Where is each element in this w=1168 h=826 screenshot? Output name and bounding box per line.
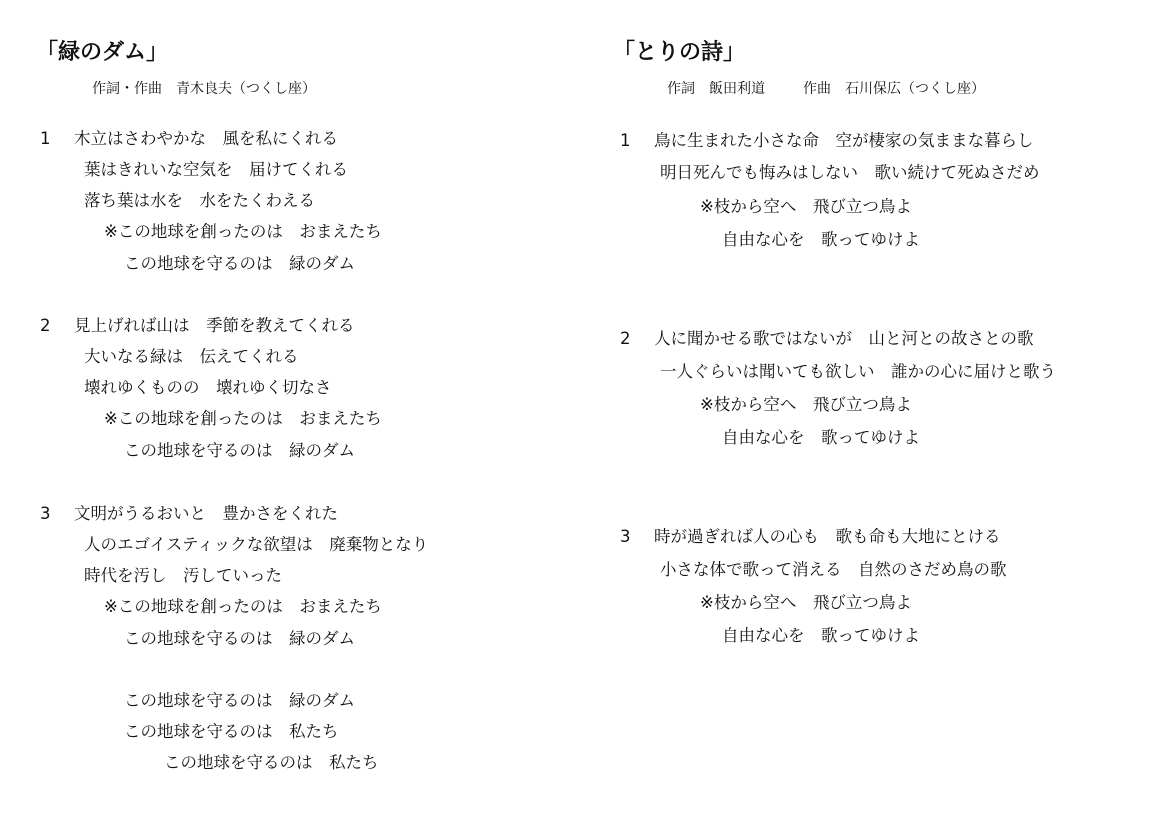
finale-line-3: この地球を守るのは 私たち — [164, 753, 379, 772]
verse-number: 1 — [40, 129, 51, 148]
song-credit — [667, 80, 985, 98]
verse-number: 1 — [620, 131, 631, 150]
verse-3-line-1: 3 文明がうるおいと 豊かさをくれた — [40, 504, 338, 523]
verse-2-chorus-1: ※枝から空へ 飛び立つ鳥よ — [700, 395, 912, 414]
verse-3-line-1: 3 時が過ぎれば人の心も 歌も命も大地にとける — [620, 527, 1001, 546]
composer-credit: 作曲 石川保広（つくし座） — [803, 81, 985, 97]
verse-2-line-2: 一人ぐらいは聞いても欲しい 誰かの心に届けと歌う — [660, 362, 1056, 381]
verse-2-chorus-2: この地球を守るのは 緑のダム — [124, 441, 355, 460]
verse-1-line-1: 1 木立はさわやかな 風を私にくれる — [40, 129, 338, 148]
lyricist-credit: 作詞 飯田利道 — [667, 81, 765, 97]
verse-2-line-2: 大いなる緑は 伝えてくれる — [84, 347, 299, 366]
song-title: 「とりの詩」 — [613, 39, 746, 65]
verse-1-line-1: 1 鳥に生まれた小さな命 空が棲家の気ままな暮らし — [620, 131, 1034, 150]
verse-3-line-3: 時代を汚し 汚していった — [84, 566, 282, 585]
verse-1-chorus-2: 自由な心を 歌ってゆけよ — [722, 230, 920, 249]
verse-1-chorus-2: この地球を守るのは 緑のダム — [124, 254, 355, 273]
song-title: 「緑のダム」 — [36, 39, 169, 65]
verse-1-line-3: 落ち葉は水を 水をたくわえる — [84, 191, 315, 210]
verse-3-chorus-1: ※枝から空へ 飛び立つ鳥よ — [700, 593, 912, 612]
verse-3-chorus-2: 自由な心を 歌ってゆけよ — [722, 626, 920, 645]
verse-number: 3 — [620, 527, 631, 546]
verse-3-line-2: 小さな体で歌って消える 自然のさだめ鳥の歌 — [660, 560, 1007, 579]
verse-number: 2 — [40, 316, 51, 335]
verse-1-line-2: 葉はきれいな空気を 届けてくれる — [84, 160, 348, 179]
verse-3-chorus-1: ※この地球を創ったのは おまえたち — [104, 597, 382, 616]
finale-line-2: この地球を守るのは 私たち — [124, 722, 339, 741]
verse-1-chorus-1: ※枝から空へ 飛び立つ鳥よ — [700, 197, 912, 216]
verse-2-line-1: 2 人に聞かせる歌ではないが 山と河との故さとの歌 — [620, 329, 1034, 348]
verse-2-line-1: 2 見上げれば山は 季節を教えてくれる — [40, 316, 355, 335]
finale-line-1: この地球を守るのは 緑のダム — [124, 691, 355, 710]
verse-1-line-2: 明日死んでも悔みはしない 歌い続けて死ぬさだめ — [660, 163, 1040, 182]
verse-3-chorus-2: この地球を守るのは 緑のダム — [124, 629, 355, 648]
verse-2-line-3: 壊れゆくものの 壊れゆく切なさ — [84, 378, 332, 397]
verse-2-chorus-2: 自由な心を 歌ってゆけよ — [722, 428, 920, 447]
verse-2-chorus-1: ※この地球を創ったのは おまえたち — [104, 409, 382, 428]
song-credit: 作詞・作曲 青木良夫（つくし座） — [92, 81, 316, 97]
verse-3-line-2: 人のエゴイスティックな欲望は 廃棄物となり — [84, 535, 429, 554]
verse-1-chorus-1: ※この地球を創ったのは おまえたち — [104, 222, 382, 241]
verse-number: 2 — [620, 329, 631, 348]
verse-number: 3 — [40, 504, 51, 523]
